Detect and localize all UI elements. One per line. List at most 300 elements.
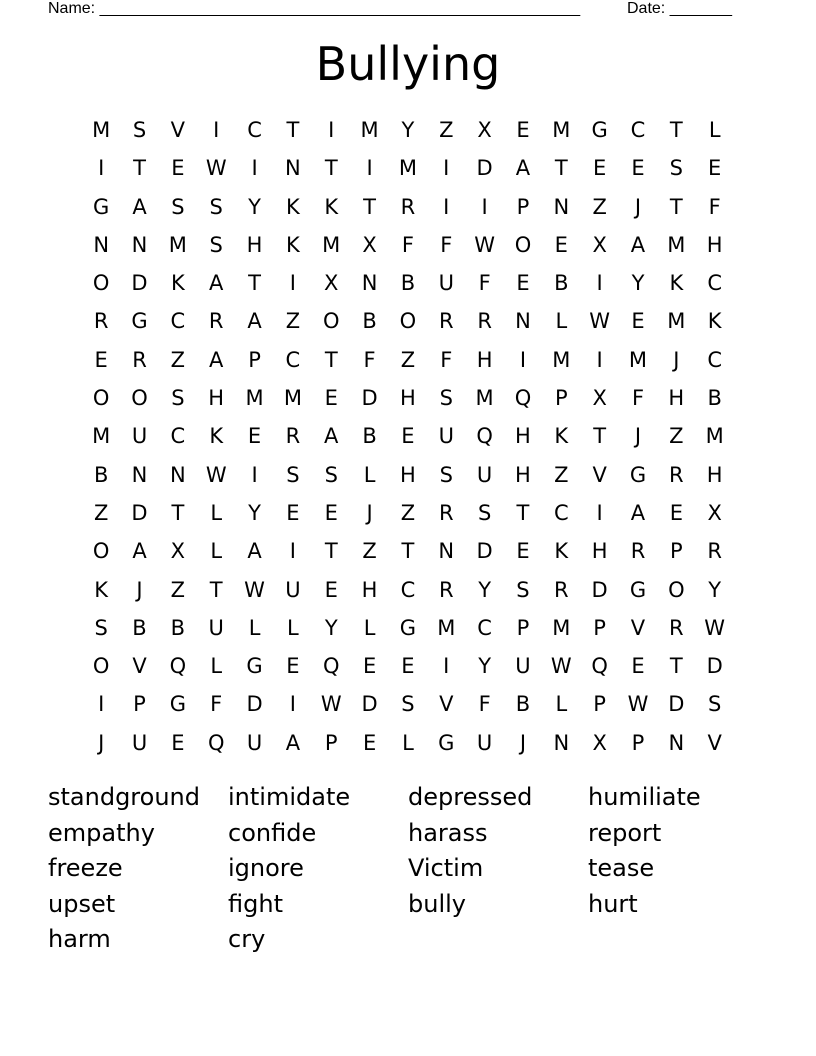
grid-letter: N	[170, 462, 186, 487]
grid-letter: E	[631, 309, 645, 334]
grid-letter: K	[554, 539, 569, 564]
grid-letter: B	[170, 615, 186, 640]
grid-letter: U	[476, 462, 493, 487]
grid-letter: Z	[554, 462, 569, 487]
grid-letter: D	[476, 539, 493, 564]
grid-letter: I	[251, 156, 258, 181]
word-list-item: harm	[48, 925, 111, 953]
grid-letter: Z	[362, 539, 377, 564]
grid-letter: T	[324, 156, 338, 181]
grid-letter: W	[550, 654, 572, 679]
grid-letter: Z	[439, 118, 454, 142]
grid-letter: R	[132, 347, 147, 372]
grid-letter: F	[478, 692, 491, 717]
grid-letter: D	[246, 692, 263, 717]
grid-letter: S	[94, 615, 108, 640]
grid-letter: G	[246, 654, 263, 679]
grid-letter: P	[593, 615, 606, 640]
grid-letter: L	[402, 730, 414, 755]
grid-letter: F	[401, 232, 414, 257]
grid-letter: I	[289, 692, 296, 717]
grid-letter: T	[593, 424, 607, 449]
grid-letter: S	[708, 692, 722, 717]
grid-letter: Y	[401, 118, 415, 142]
grid-letter: B	[93, 462, 109, 487]
grid-letter: T	[669, 654, 683, 679]
grid-letter: C	[285, 347, 301, 372]
grid-letter: X	[324, 271, 339, 296]
grid-letter: J	[634, 194, 642, 219]
word-list-item: intimidate	[228, 783, 351, 811]
grid-letter: R	[208, 309, 224, 334]
grid-letter: T	[669, 118, 683, 142]
word-list-item: harass	[408, 818, 488, 847]
grid-letter: B	[362, 309, 377, 334]
grid-letter: H	[400, 386, 416, 411]
grid-letter: E	[401, 424, 415, 449]
grid-letter: C	[170, 309, 186, 334]
grid-letter: L	[210, 654, 223, 679]
grid-row	[82, 609, 734, 647]
grid-letter: K	[170, 271, 185, 296]
grid-letter: L	[210, 500, 223, 525]
grid-letter: E	[324, 386, 338, 411]
grid-row	[82, 379, 734, 417]
grid-letter: C	[247, 118, 262, 142]
grid-letter: P	[554, 386, 568, 411]
grid-letter: R	[400, 194, 416, 219]
grid-letter: C	[477, 615, 492, 640]
grid-letter: B	[362, 424, 377, 449]
grid-letter: R	[438, 309, 454, 334]
grid-letter: E	[593, 156, 607, 181]
grid-letter: T	[248, 271, 261, 296]
grid-letter: E	[324, 500, 338, 525]
grid-letter: E	[324, 577, 338, 602]
grid-letter: B	[515, 692, 531, 717]
grid-letter: H	[515, 424, 531, 449]
grid-letter: S	[209, 232, 223, 257]
grid-letter: U	[438, 424, 454, 449]
grid-row	[82, 724, 734, 762]
grid-letter: A	[247, 309, 262, 334]
grid-letter: G	[169, 692, 186, 717]
grid-letter: C	[707, 271, 722, 296]
grid-letter: Y	[478, 654, 492, 679]
grid-letter: K	[554, 424, 569, 449]
grid-letter: K	[94, 577, 109, 602]
grid-letter: P	[324, 730, 338, 755]
grid-letter: N	[553, 194, 570, 219]
grid-letter: F	[363, 347, 376, 372]
grid-letter: H	[706, 232, 723, 257]
grid-letter: Z	[170, 347, 186, 372]
grid-letter: S	[401, 692, 415, 717]
grid-letter: S	[209, 194, 223, 219]
grid-letter: G	[629, 577, 647, 602]
grid-letter: B	[707, 386, 722, 411]
word-list-item: Victim	[408, 854, 484, 882]
word-list-item: fight	[228, 889, 283, 918]
grid-letter: F	[440, 347, 453, 372]
grid-letter: R	[477, 309, 492, 334]
grid-letter: G	[629, 462, 647, 487]
grid-letter: M	[398, 156, 417, 181]
word-list-item: depressed	[408, 783, 533, 811]
letter-grid	[82, 111, 734, 762]
grid-letter: P	[248, 347, 261, 372]
grid-letter: M	[667, 309, 686, 334]
grid-letter: E	[516, 271, 530, 296]
grid-letter: C	[170, 424, 186, 449]
grid-letter: O	[92, 654, 110, 679]
grid-letter: Q	[322, 654, 340, 679]
word-list-item: upset	[48, 889, 116, 918]
grid-letter: S	[171, 386, 185, 411]
grid-letter: V	[439, 692, 454, 717]
grid-letter: E	[94, 347, 108, 372]
grid-letter: W	[244, 577, 265, 602]
grid-letter: D	[361, 386, 378, 411]
grid-letter: G	[438, 730, 455, 755]
grid-letter: V	[707, 730, 722, 755]
grid-letter: P	[516, 615, 530, 640]
word-list-item: report	[588, 818, 662, 847]
grid-letter: O	[131, 386, 148, 411]
grid-letter: N	[131, 232, 148, 257]
grid-letter: R	[438, 500, 454, 525]
grid-letter: M	[552, 347, 571, 372]
grid-letter: U	[131, 424, 148, 449]
grid-row	[82, 264, 734, 302]
grid-letter: I	[596, 347, 603, 372]
grid-row	[82, 456, 734, 494]
grid-letter: E	[669, 500, 683, 525]
grid-letter: Y	[248, 500, 261, 525]
grid-letter: T	[133, 156, 146, 181]
grid-letter: M	[552, 615, 571, 640]
grid-letter: A	[285, 730, 301, 755]
name-field-label: Name: ______________________________________________________	[48, 0, 581, 17]
grid-letter: S	[171, 194, 185, 219]
grid-letter: A	[630, 500, 646, 525]
grid-letter: T	[209, 577, 223, 602]
grid-letter: M	[283, 386, 302, 411]
grid-letter: D	[361, 692, 378, 717]
grid-letter: K	[707, 309, 722, 334]
grid-letter: J	[673, 347, 680, 372]
grid-letter: Q	[169, 654, 187, 679]
grid-letter: U	[285, 577, 301, 602]
grid-letter: E	[362, 730, 377, 755]
grid-letter: Y	[324, 615, 338, 640]
grid-letter: W	[627, 692, 649, 717]
grid-letter: M	[628, 347, 648, 372]
grid-letter: I	[596, 271, 603, 296]
grid-letter: E	[171, 730, 185, 755]
grid-letter: G	[131, 309, 148, 334]
grid-letter: B	[132, 615, 147, 640]
grid-letter: H	[591, 539, 608, 564]
grid-letter: O	[92, 271, 110, 296]
grid-row	[82, 494, 734, 532]
grid-letter: D	[591, 577, 608, 602]
grid-letter: E	[247, 424, 262, 449]
grid-letter: J	[519, 730, 527, 755]
grid-letter: R	[554, 577, 569, 602]
grid-letter: V	[132, 654, 147, 679]
grid-letter: S	[132, 118, 147, 142]
grid-letter: X	[592, 386, 607, 411]
grid-letter: C	[630, 118, 646, 142]
grid-row	[82, 111, 734, 149]
grid-letter: I	[289, 539, 296, 564]
grid-letter: E	[286, 500, 300, 525]
grid-letter: M	[92, 424, 111, 449]
grid-letter: V	[630, 615, 646, 640]
grid-letter: C	[553, 500, 569, 525]
grid-row	[82, 647, 734, 685]
grid-letter: O	[322, 309, 340, 334]
grid-letter: T	[516, 500, 530, 525]
grid-letter: L	[248, 615, 261, 640]
grid-letter: I	[481, 194, 488, 219]
grid-letter: Z	[400, 500, 416, 525]
word-list-item: standground	[48, 783, 200, 811]
grid-letter: I	[443, 654, 450, 679]
grid-letter: W	[320, 692, 342, 717]
grid-letter: M	[245, 386, 264, 411]
grid-letter: S	[439, 462, 453, 487]
grid-letter: Q	[514, 386, 532, 411]
grid-letter: N	[515, 309, 531, 334]
grid-letter: I	[596, 500, 603, 525]
grid-letter: T	[669, 194, 683, 219]
grid-letter: Y	[631, 271, 645, 296]
grid-letter: B	[400, 271, 416, 296]
grid-letter: S	[324, 462, 338, 487]
grid-letter: O	[92, 386, 110, 411]
grid-row	[82, 149, 734, 187]
grid-letter: P	[133, 692, 146, 717]
grid-letter: Z	[93, 500, 109, 525]
grid-letter: Z	[592, 194, 607, 219]
grid-letter: V	[592, 462, 607, 487]
grid-letter: L	[708, 118, 721, 142]
grid-letter: Q	[476, 424, 493, 449]
grid-letter: Z	[669, 424, 684, 449]
grid-letter: A	[209, 347, 224, 372]
grid-letter: U	[131, 730, 148, 755]
grid-letter: U	[476, 730, 493, 755]
grid-letter: O	[399, 309, 417, 334]
grid-letter: U	[208, 615, 224, 640]
grid-letter: F	[631, 386, 645, 411]
grid-letter: Y	[248, 194, 261, 219]
grid-letter: A	[132, 539, 147, 564]
grid-letter: S	[286, 462, 300, 487]
grid-letter: C	[400, 577, 416, 602]
grid-letter: L	[210, 539, 223, 564]
grid-letter: L	[555, 692, 568, 717]
grid-letter: E	[516, 118, 530, 142]
grid-row	[82, 188, 734, 226]
grid-letter: T	[286, 118, 300, 142]
grid-letter: K	[324, 194, 339, 219]
word-list-item: ignore	[228, 854, 304, 882]
grid-letter: X	[592, 232, 607, 257]
grid-letter: X	[592, 730, 607, 755]
grid-letter: T	[363, 194, 376, 219]
grid-letter: I	[328, 118, 335, 142]
grid-letter: W	[704, 615, 726, 640]
grid-letter: A	[132, 194, 147, 219]
word-list	[48, 780, 768, 958]
grid-letter: A	[515, 156, 531, 181]
grid-letter: S	[516, 577, 530, 602]
grid-row	[82, 532, 734, 570]
grid-letter: W	[589, 309, 611, 334]
grid-letter: R	[285, 424, 301, 449]
grid-letter: U	[246, 730, 263, 755]
grid-letter: F	[478, 271, 491, 296]
grid-letter: A	[324, 424, 339, 449]
grid-letter: H	[668, 386, 685, 411]
grid-letter: K	[286, 232, 300, 257]
grid-letter: D	[476, 156, 493, 181]
grid-letter: M	[552, 118, 571, 142]
grid-letter: X	[170, 539, 186, 564]
grid-letter: I	[519, 347, 527, 372]
grid-row	[82, 341, 734, 379]
grid-letter: T	[171, 500, 185, 525]
grid-letter: P	[669, 539, 683, 564]
grid-letter: J	[366, 500, 373, 525]
grid-letter: I	[443, 156, 450, 181]
grid-letter: M	[92, 118, 111, 142]
grid-letter: A	[630, 232, 646, 257]
grid-letter: O	[514, 232, 532, 257]
page-title: Bullying	[315, 37, 501, 91]
grid-letter: R	[669, 615, 684, 640]
grid-letter: M	[322, 232, 341, 257]
grid-letter: U	[515, 654, 531, 679]
grid-letter: T	[401, 539, 415, 564]
grid-letter: N	[131, 462, 148, 487]
grid-letter: Y	[478, 577, 492, 602]
date-field-label: Date: _______	[627, 0, 732, 17]
grid-letter: K	[286, 194, 300, 219]
grid-letter: S	[669, 156, 683, 181]
grid-letter: Q	[207, 730, 225, 755]
grid-letter: A	[209, 271, 224, 296]
grid-letter: R	[669, 462, 684, 487]
grid-row	[82, 226, 734, 264]
grid-row	[82, 417, 734, 455]
grid-letter: L	[287, 615, 299, 640]
word-list-item: humiliate	[588, 783, 701, 811]
grid-letter: G	[399, 615, 417, 640]
grid-letter: N	[668, 730, 685, 755]
grid-letter: X	[477, 118, 492, 142]
grid-letter: T	[324, 347, 338, 372]
grid-letter: O	[92, 539, 110, 564]
grid-letter: M	[360, 118, 379, 142]
grid-letter: F	[440, 232, 453, 257]
grid-letter: D	[131, 271, 148, 296]
grid-letter: D	[668, 692, 685, 717]
grid-letter: A	[247, 539, 262, 564]
grid-letter: N	[553, 730, 570, 755]
grid-letter: J	[98, 730, 105, 755]
grid-letter: U	[438, 271, 454, 296]
grid-letter: E	[516, 539, 530, 564]
grid-letter: Z	[285, 309, 301, 334]
grid-letter: R	[707, 539, 722, 564]
grid-letter: W	[205, 156, 227, 181]
grid-letter: E	[631, 156, 645, 181]
grid-letter: R	[630, 539, 646, 564]
grid-letter: H	[476, 347, 493, 372]
grid-letter: M	[705, 424, 724, 449]
grid-letter: N	[361, 271, 378, 296]
grid-letter: J	[634, 424, 642, 449]
word-list-item: hurt	[588, 889, 638, 918]
grid-letter: N	[438, 539, 455, 564]
word-list-item: confide	[228, 818, 317, 847]
grid-letter: E	[708, 156, 722, 181]
grid-letter: K	[669, 271, 684, 296]
grid-letter: X	[362, 232, 377, 257]
grid-letter: K	[209, 424, 224, 449]
grid-letter: L	[555, 309, 568, 334]
grid-row	[82, 685, 734, 723]
grid-letter: T	[324, 539, 338, 564]
grid-row	[82, 302, 734, 340]
grid-letter: I	[213, 118, 220, 142]
grid-letter: Q	[591, 654, 608, 679]
grid-letter: L	[363, 462, 376, 487]
grid-letter: O	[668, 577, 685, 602]
grid-letter: D	[131, 500, 148, 525]
word-list-item: cry	[228, 925, 266, 953]
grid-letter: H	[400, 462, 416, 487]
grid-letter: Z	[170, 577, 186, 602]
grid-letter: X	[707, 500, 722, 525]
grid-letter: J	[136, 577, 143, 602]
grid-letter: E	[401, 654, 415, 679]
grid-letter: Y	[708, 577, 722, 602]
word-list-item: tease	[588, 854, 655, 882]
grid-letter: D	[706, 654, 723, 679]
word-list-item: empathy	[48, 818, 155, 847]
grid-letter: H	[208, 386, 225, 411]
grid-letter: H	[361, 577, 378, 602]
grid-letter: I	[289, 271, 296, 296]
grid-letter: P	[631, 730, 645, 755]
grid-letter: N	[285, 156, 301, 181]
word-list-item: bully	[408, 889, 466, 918]
grid-letter: E	[362, 654, 377, 679]
grid-letter: C	[707, 347, 722, 372]
grid-letter: R	[438, 577, 454, 602]
grid-letter: M	[667, 232, 686, 257]
grid-letter: B	[554, 271, 569, 296]
grid-letter: S	[477, 500, 492, 525]
grid-letter: F	[210, 692, 223, 717]
grid-letter: S	[439, 386, 453, 411]
grid-letter: I	[366, 156, 373, 181]
